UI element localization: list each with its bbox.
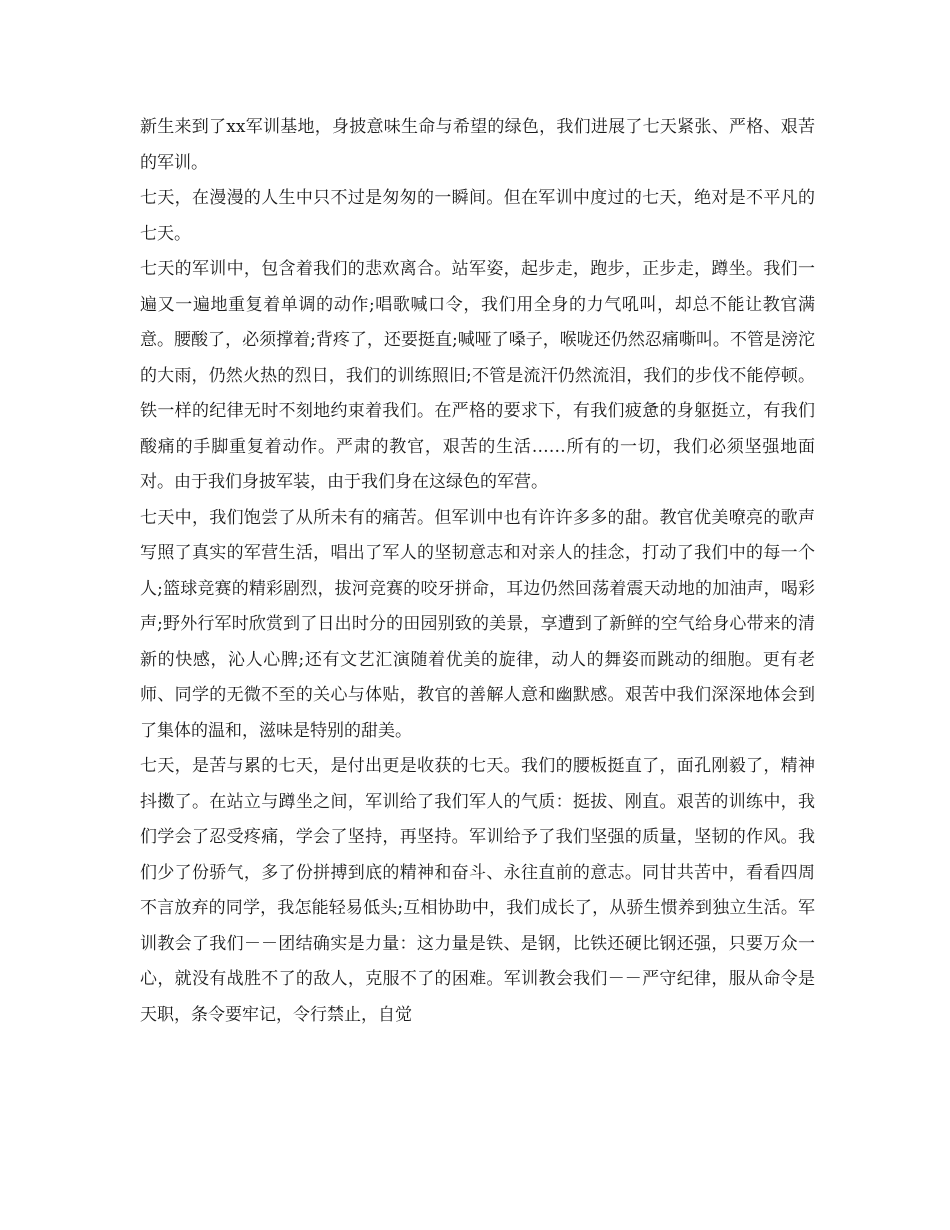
paragraph-4: 七天中，我们饱尝了从所未有的痛苦。但军训中也有许许多多的甜。教官优美嘹亮的歌声写照了真实的军营生活，唱出了军人的坚韧意志和对亲人的挂念，打动了我们中的每一个人;篮球竞赛的精彩剧烈，拔河竞赛的咬牙拼命，耳边仍然回荡着震天动地的加油声，喝彩声;野外行军时欣赏到了日出时分的田园别致的美景，享遭到了新鲜的空气给身心带来的清新的快感，沁人心脾;还有文艺汇演随着优美的旋律，动人的舞姿而跳动的细胞。更有老师、同学的无微不至的关心与体贴，教官的善解人意和幽默感。艰苦中我们深深地体会到了集体的温和，滋味是特别的甜美。 <box>140 507 815 741</box>
paragraph-5: 七天，是苦与累的七天，是付出更是收获的七天。我们的腰板挺直了，面孔刚毅了，精神抖擞了。在站立与蹲坐之间，军训给了我们军人的气质：挺拔、刚直。艰苦的训练中，我们学会了忍受疼痛，学会了坚持，再坚持。军训给予了我们坚强的质量，坚韧的作风。我们少了份骄气，多了份拼搏到底的精神和奋斗、永往直前的意志。同甘共苦中，看看四周不言放弃的同学，我怎能轻易低头;互相协助中，我们成长了，从骄生惯养到独立生活。军训教会了我们－－团结确实是力量：这力量是铁、是钢，比铁还硬比钢还强，只要万众一心，就没有战胜不了的敌人，克服不了的困难。军训教会我们－－严守纪律，服从命令是天职，条令要牢记，令行禁止，自觉 <box>140 756 815 1025</box>
paragraph-3: 七天的军训中，包含着我们的悲欢离合。站军姿，起步走，跑步，正步走，蹲坐。我们一遍又一遍地重复着单调的动作;唱歌喊口令，我们用全身的力气吼叫，却总不能让教官满意。腰酸了，必须撑着;背疼了，还要挺直;喊哑了嗓子，喉咙还仍然忍痛嘶叫。不管是滂沱的大雨，仍然火热的烈日，我们的训练照旧;不管是流汗仍然流泪，我们的步伐不能停顿。铁一样的纪律无时不刻地约束着我们。在严格的要求下，有我们疲惫的身躯挺立，有我们酸痛的手脚重复着动作。严肃的教官，艰苦的生活……所有的一切，我们必须坚强地面对。由于我们身披军装，由于我们身在这绿色的军营。 <box>140 259 815 492</box>
paragraph-2: 七天，在漫漫的人生中只不过是匆匆的一瞬间。但在军训中度过的七天，绝对是不平凡的七天。 <box>140 188 815 244</box>
paragraph-1: 新生来到了xx军训基地，身披意味生命与希望的绿色，我们进展了七天紧张、严格、艰苦的军训。 <box>140 117 815 173</box>
document-body <box>140 110 815 1033</box>
